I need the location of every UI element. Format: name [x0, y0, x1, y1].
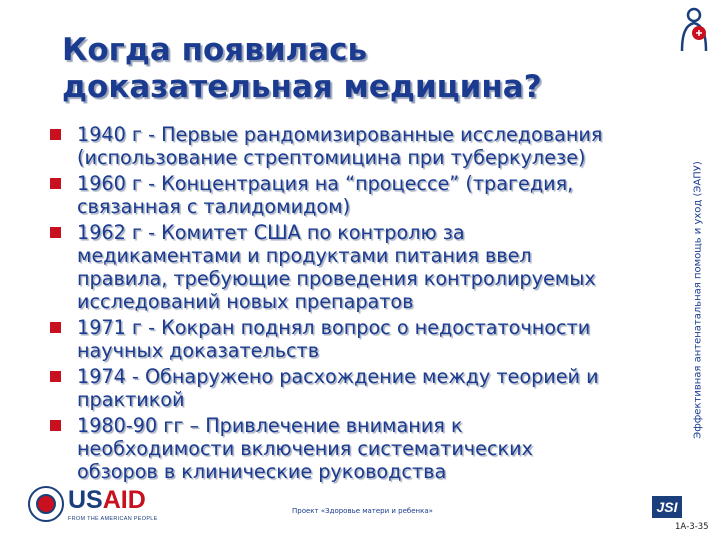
- bullet-item: [48, 365, 680, 411]
- bullet-item: [48, 123, 680, 169]
- bullet-line: 1980-90 гг – Привлечение внимания к: [77, 414, 463, 437]
- slide-title: [62, 32, 622, 106]
- project-caption: Проект «Здоровье матери и ребенка»: [292, 507, 433, 515]
- bullet-line: 1974 - Обнаружено расхождение между теорией и: [77, 365, 599, 388]
- bullet-item: [48, 172, 680, 218]
- bullet-line: 1940 г - Первые рандомизированные исследования: [77, 123, 603, 146]
- bullet-line: 1962 г - Комитет США по контролю за: [77, 221, 465, 244]
- bullet-item: [48, 316, 680, 362]
- bullet-list: [48, 123, 680, 486]
- bullet-line: 1971 г - Кокран поднял вопрос о недостаточности: [77, 316, 591, 339]
- bullet-line: необходимости включения систематических: [77, 437, 533, 460]
- bullet-line: практикой: [77, 388, 185, 411]
- bullet-square-icon: [50, 129, 61, 140]
- bullet-square-icon: [50, 371, 61, 382]
- usaid-aid: AID: [102, 486, 146, 514]
- bullet-square-icon: [50, 322, 61, 333]
- bullet-item: [48, 414, 680, 483]
- bullet-line: медикаментами и продуктами питания ввел: [77, 244, 532, 267]
- mother-child-logo-icon: [672, 5, 716, 55]
- bullet-item: [48, 221, 680, 313]
- bullet-line: 1960 г - Концентрация на “процессе” (трагедия,: [77, 172, 574, 195]
- bullet-line: научных доказательств: [77, 339, 320, 362]
- usaid-wordmark: [68, 486, 146, 514]
- usaid-seal-icon: [28, 486, 64, 522]
- jsi-logo-icon: JSI: [652, 496, 682, 518]
- bullet-line: (использование стрептомицина при туберкулезе): [77, 146, 586, 169]
- bullet-line: обзоров в клинические руководства: [77, 460, 447, 483]
- slide-number: 1А-3-35: [675, 522, 709, 532]
- title-line-2: доказательная медицина?: [62, 69, 542, 105]
- bullet-square-icon: [50, 178, 61, 189]
- title-line-1: Когда появилась: [62, 32, 368, 68]
- bullet-line: исследований новых препаратов: [77, 290, 414, 313]
- bullet-square-icon: [50, 420, 61, 431]
- usaid-us: US: [68, 486, 103, 514]
- bullet-line: правила, требующие проведения контролируемых: [77, 267, 596, 290]
- bullet-line: связанная с талидомидом): [77, 195, 351, 218]
- usaid-tagline: FROM THE AMERICAN PEOPLE: [68, 516, 158, 522]
- usaid-logo: [28, 486, 178, 532]
- side-caption: Эффективная антенатальная помощь и уход (ЭАПУ): [692, 161, 704, 439]
- bullet-square-icon: [50, 227, 61, 238]
